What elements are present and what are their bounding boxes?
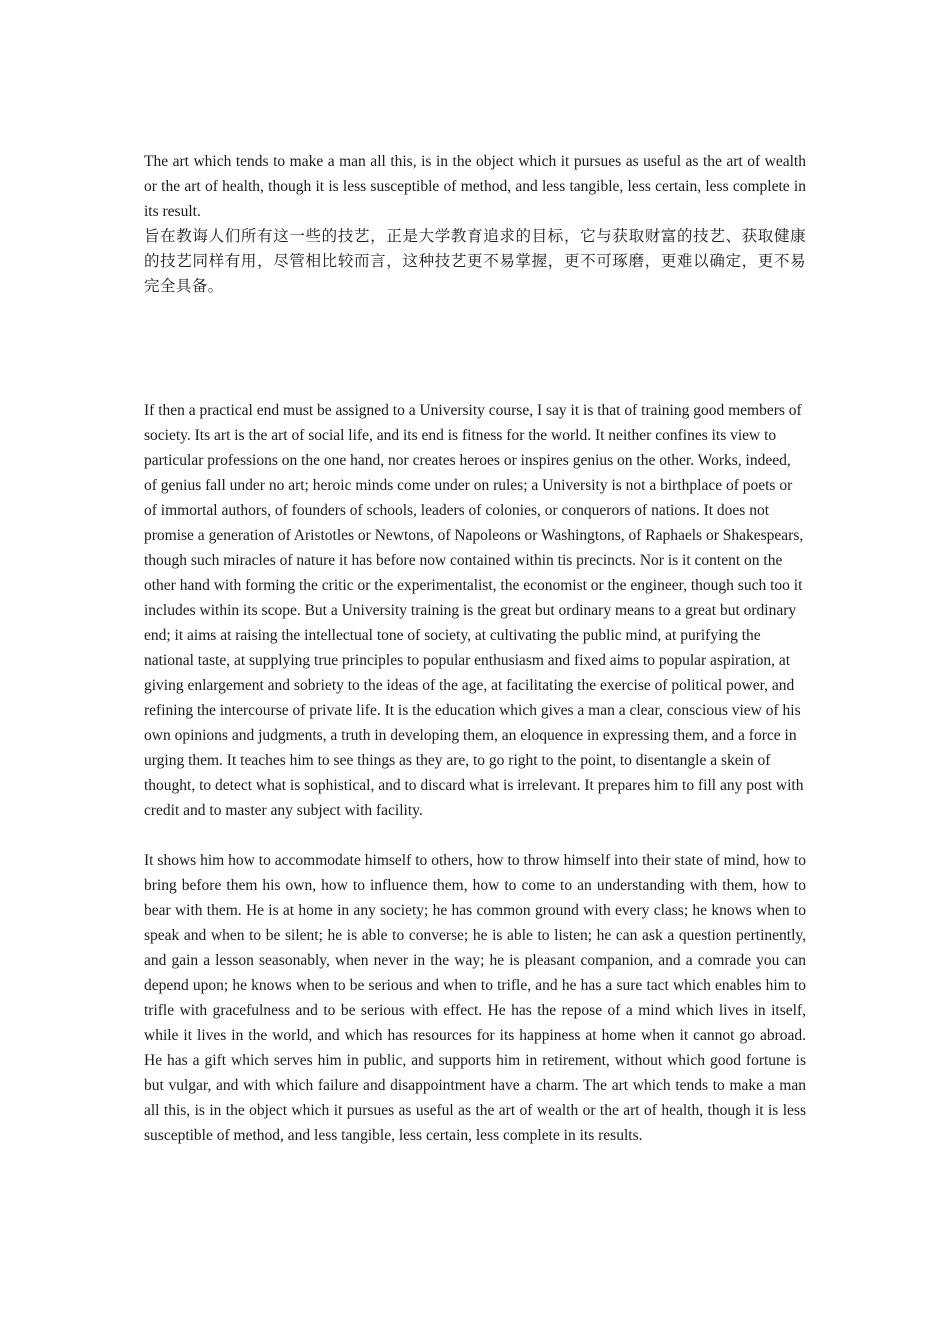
english-paragraph-2: If then a practical end must be assigned to a University course, I say it is that of training good members of society. Its art is the art of social life, and its end is fitness for the world. It neither confines its view to particular professions on the one hand, nor creates heroes or inspires genius on the other. Works, indeed, of genius fall under no art; heroic minds come under on rules; a University is not a birthplace of poets or of immortal authors, of founders of schools, leaders of colonies, or conquerors of nations. It does not promise a generation of Aristotles or Newtons, of Napoleons or Washingtons, of Raphaels or Shakespears, though such miracles of nature it has before now contained within tis precincts. Nor is it content on the other hand with forming the critic or the experimentalist, the economist or the engineer, though such too it includes within its scope. But a University training is the great but ordinary means to a great but ordinary end; it aims at raising the intellectual tone of society, at cultivating the public mind, at purifying the national taste, at supplying true principles to popular enthusiasm and fixed aims to popular aspiration, at giving enlargement and sobriety to the ideas of the age, at facilitating the exercise of political power, and refining the intercourse of private life. It is the education which gives a man a clear, conscious view of his own opinions and judgments, a truth in developing them, an eloquence in expressing them, and a force in urging them. It teaches him to see things as they are, to go right to the point, to disentangle a skein of thought, to detect what is sophistical, and to discard what is irrelevant. It prepares him to fill any post with credit and to master any subject with facility. [144,402,804,819]
english-paragraph-1: The art which tends to make a man all this, is in the object which it pursues as useful as the art of wealth or the art of health, though it is less susceptible of method, and less tangible, less certain, less complete in its result. [144,153,806,220]
english-paragraph-3: It shows him how to accommodate himself to others, how to throw himself into their state of mind, how to bring before them his own, how to influence them, how to come to an understanding with them, how to bear with them. He is at home in any society; he has common ground with every class; he knows when to speak and when to be silent; he is able to converse; he is able to listen; he can ask a question pertinently, and gain a lesson seasonably, when never in the way; he is pleasant companion, and a comrade you can depend upon; he knows when to be serious and when to trifle, and he has a sure tact which enables him to trifle with gracefulness and to be serious with effect. He has the repose of a mind which lives in itself, while it lives in the world, and which has resources for its happiness at home when it cannot go abroad. He has a gift which serves him in public, and supports him in retirement, without which good fortune is but vulgar, and with which failure and disappointment have a charm. The art which tends to make a man all this, is in the object which it pursues as useful as the art of wealth or the art of health, though it is less susceptible of method, and less tangible, less certain, less complete in its results. [144,852,806,1144]
document-page [144,149,806,1148]
chinese-translation-paragraph: 旨在教诲人们所有这一些的技艺，正是大学教育追求的目标，它与获取财富的技艺、获取健康的技艺同样有用，尽管相比较而言，这种技艺更不易掌握，更不可琢磨，更难以确定，更不易完全具备。 [144,227,806,295]
paragraph-spacer [144,823,806,848]
section-spacer [144,299,806,398]
